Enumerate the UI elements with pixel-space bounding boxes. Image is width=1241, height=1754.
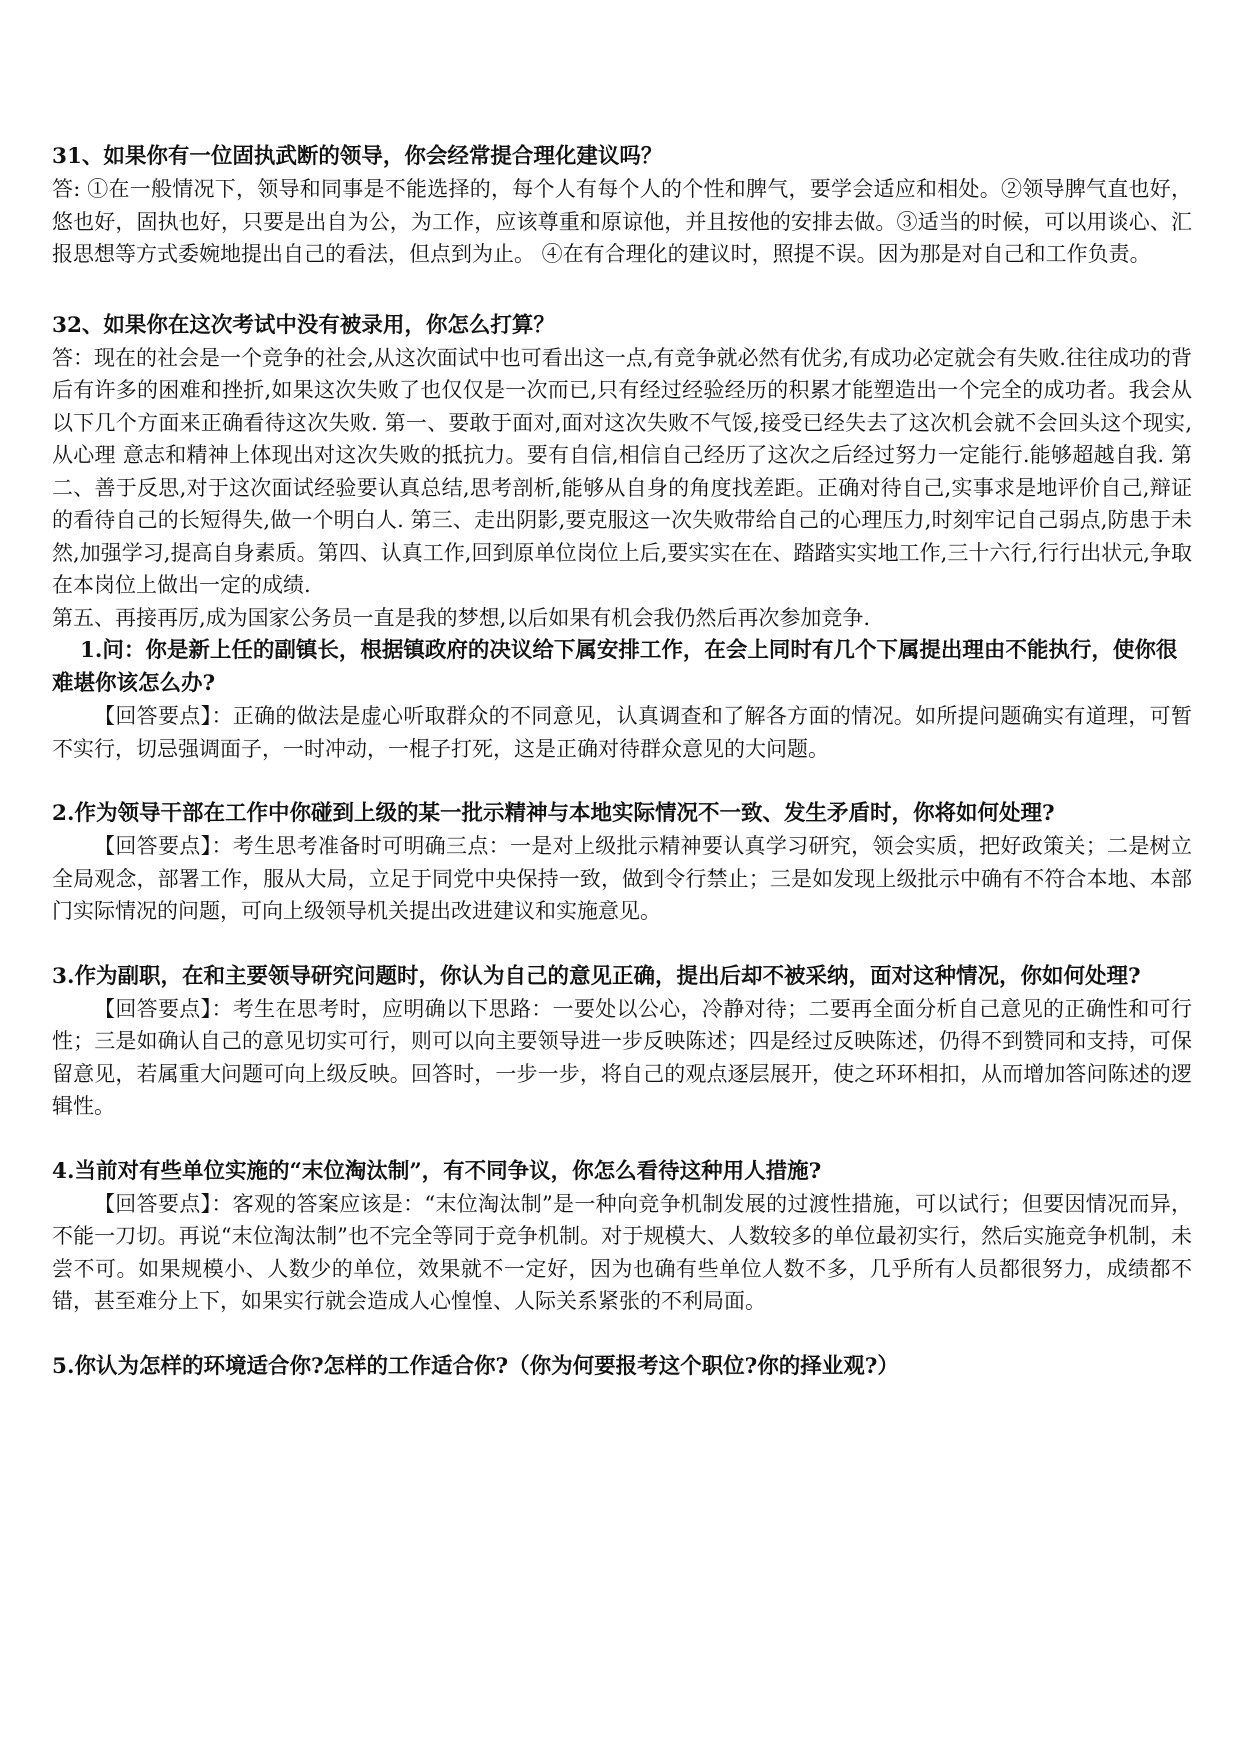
question-4: 4.当前对有些单位实施的“末位淘汰制”，有不同争议，你怎么看待这种用人措施? [52,1158,822,1184]
answer-3: 【回答要点】：考生在思考时，应明确以下思路：一要处以公心，冷静对待；二要再全面分析自己意见的正确性和可行性；三是如确认自己的意见切实可行，则可以向主要领导进一步反映陈述；四是经过反映陈述，仍得不到赞同和支持，可保留意见，若属重大问题可向上级反映。回答时，一步一步，将自己的观点逐层展开，使之环环相扣，从而增加答问陈述的逻辑性。 [52,996,1192,1118]
answer-2: 【回答要点】：考生思考准备时可明确三点：一是对上级批示精神要认真学习研究，领会实质，把好政策关；二是树立全局观念，部署工作，服从大局，立足于同党中央保持一致，做到令行禁止；三是如发现上级批示中确有不符合本地、本部门实际情况的问题，可向上级领导机关提出改进建议和实施意见。 [52,834,1192,923]
question-31: 31、如果你有一位固执武断的领导，你会经常提合理化建议吗？ [52,144,663,169]
question-5: 5.你认为怎样的环境适合你?怎样的工作适合你?（你为何要报考这个职位?你的择业观?） [52,1353,899,1379]
answer-32: 答：现在的社会是一个竞争的社会,从这次面试中也可看出这一点,有竞争就必然有优劣,有成功必定就会有失败.往往成功的背后有许多的困难和挫折,如果这次失败了也仅仅是一次而已,只有经过经验经历的积累才能塑造出一个完全的成功者。我会从以下几个方面来正确看待这次失败. 第一、要敢于面对,面对这次失败不气馁,接受已经失去了这次机会就不会回头这个现实,从心理 意志和精神上体现出对这次失败的抵抗力。要有自信,相信自己经历了这次之后经过努力一定能行.能够超越自我. 第二、善于反思,对于这次面试经验要认真总结,思考剖析,能够从自身的角度找差距。正确对待自己,实事求是地评价自己,辩证的看待自己的长短得失,做一个明白人. 第三、走出阴影,要克服这一次失败带给自己的心理压力,时刻牢记自己弱点,防患于未然,加强学习,提高自身素质。第四、认真工作,回到原单位岗位上后,要实实在在、踏踏实实地工作,三十六行,行行出状元,争取在本岗位上做出一定的成绩. [52,345,1192,597]
answer-1: 【回答要点】：正确的做法是虚心听取群众的不同意见，认真调查和了解各方面的情况。如所提问题确实有道理，可暂不实行，切忌强调面子，一时冲动，一棍子打死，这是正确对待群众意见的大问题。 [52,704,1192,761]
question-3: 3.作为副职，在和主要领导研究问题时，你认为自己的意见正确，提出后却不被采纳，面对这种情况，你如何处理? [52,963,1141,989]
spacer [52,1318,1192,1350]
document-page [52,140,1192,1383]
question-32: 32、如果你在这次考试中没有被录用，你怎么打算？ [52,312,555,338]
spacer [52,928,1192,960]
question-1: 1.问：你是新上任的副镇长，根据镇政府的决议给下属安排工作，在会上同时有几个下属提出理由不能执行，使你很难堪你该怎么办? [52,638,1178,696]
spacer [52,271,1192,309]
answer-32-extra: 第五、再接再厉,成为国家公务员一直是我的梦想,以后如果有机会我仍然后再次参加竞争. [52,605,871,630]
answer-4: 【回答要点】：客观的答案应该是：“末位淘汰制”是一种向竞争机制发展的过渡性措施，可以试行；但要因情况而异，不能一刀切。再说“末位淘汰制”也不完全等同于竞争机制。对于规模大、人数较多的单位最初实行，然后实施竞争机制，未尝不可。如果规模小、人数少的单位，效果就不一定好，因为也确有些单位人数不多，几乎所有人员都很努力，成绩都不错，甚至难分上下，如果实行就会造成人心惶惶、人际关系紧张的不利局面。 [52,1191,1192,1313]
question-2: 2.作为领导干部在工作中你碰到上级的某一批示精神与本地实际情况不一致、发生矛盾时，你将如何处理? [52,801,1055,826]
spacer [52,1123,1192,1155]
spacer [52,765,1192,797]
answer-31: 答: ①在一般情况下，领导和同事是不能选择的，每个人有每个人的个性和脾气，要学会适应和相处。②领导脾气直也好，悠也好，固执也好，只要是出自为公，为工作，应该尊重和原谅他，并且按他的安排去做。③适当的时候，可以用谈心、汇报思想等方式委婉地提出自己的看法，但点到为止。 ④在有合理化的建议时，照提不误。因为那是对自己和工作负责。 [52,177,1192,266]
